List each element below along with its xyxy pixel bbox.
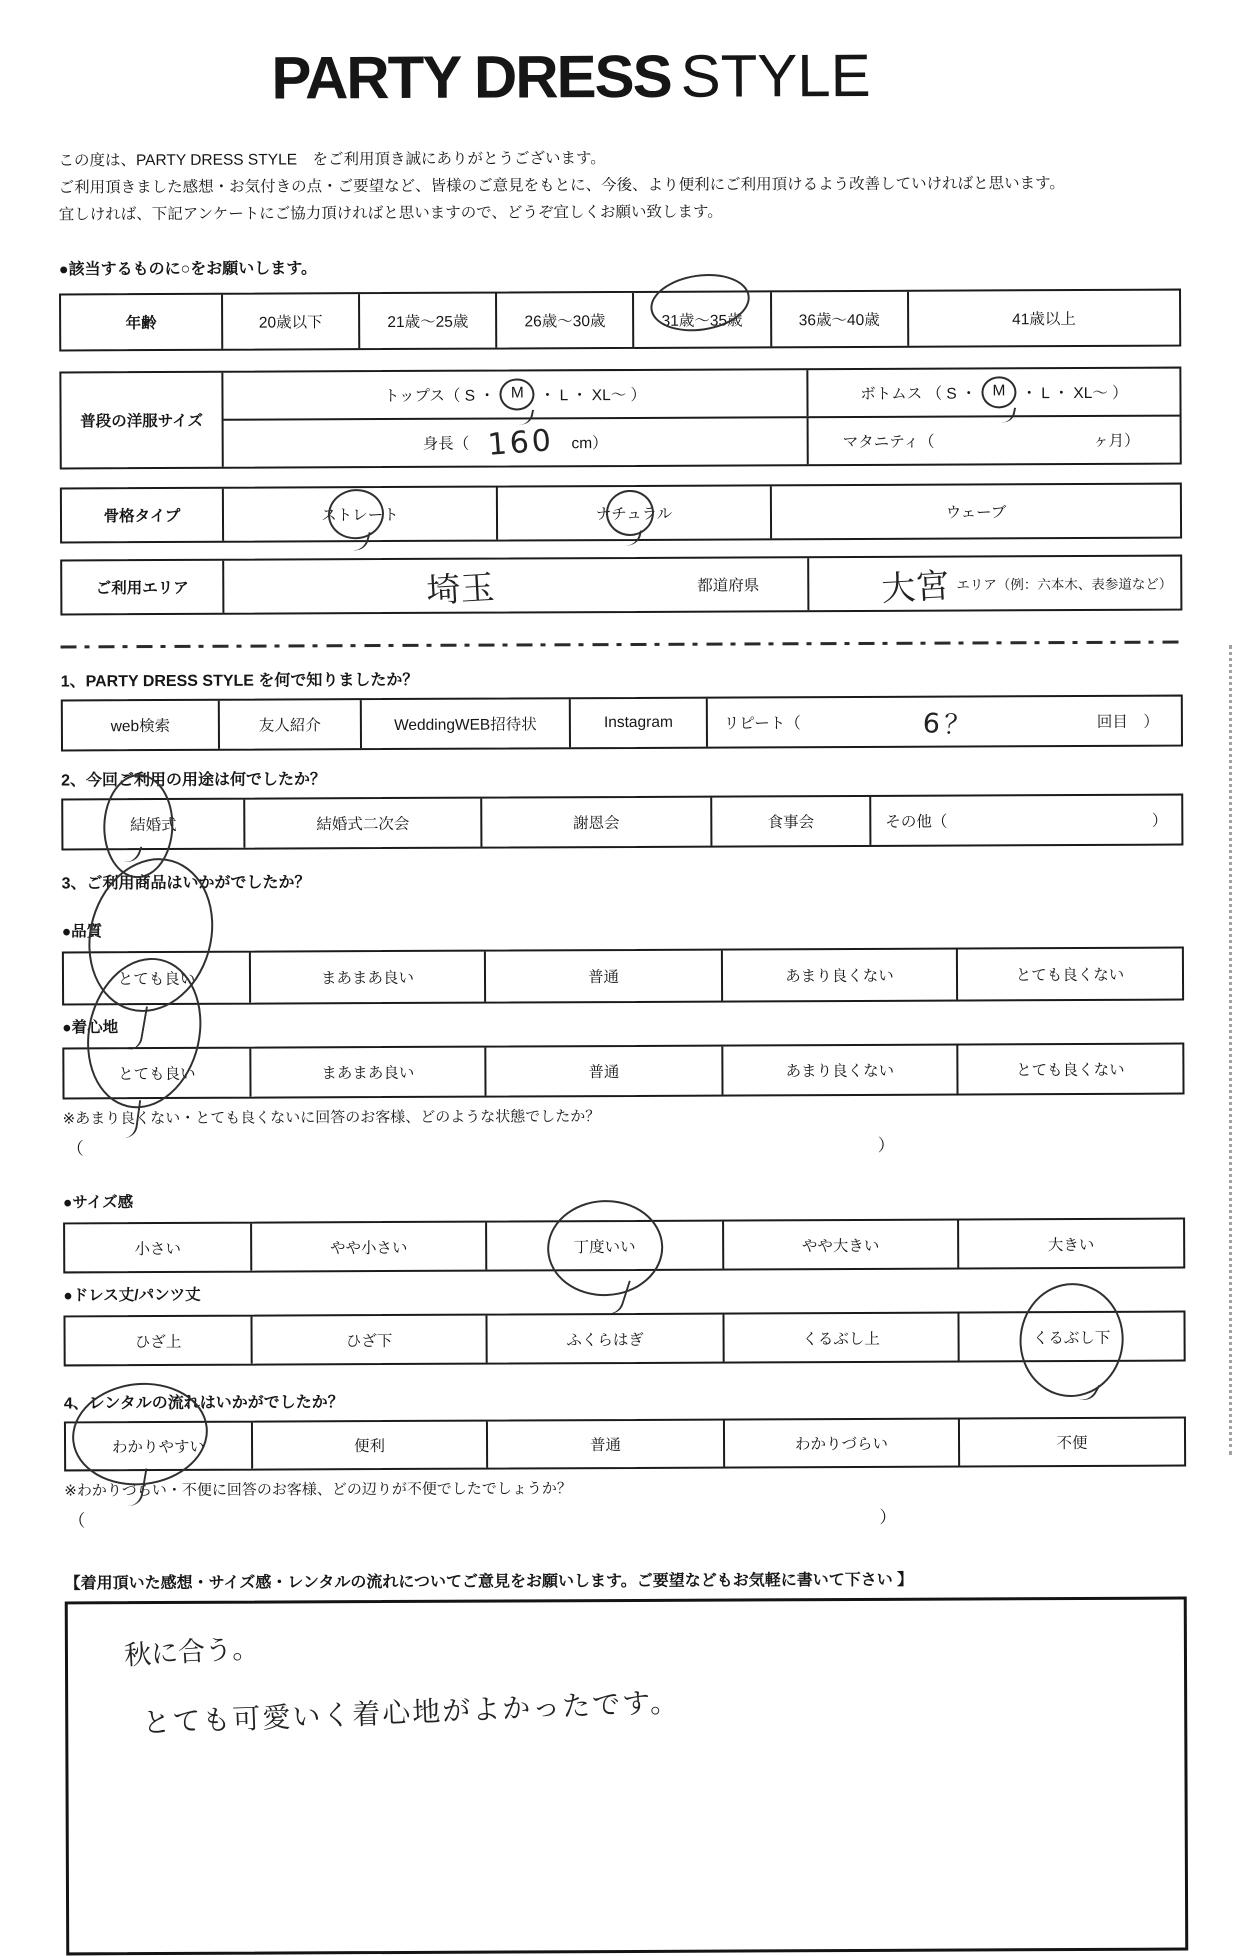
handwritten-area: 大宮	[880, 565, 951, 610]
city-area-field	[807, 557, 1180, 611]
size-feel-option: やや小さい	[250, 1223, 485, 1271]
selection-circle-bottoms-m: M	[981, 376, 1016, 408]
q2-option: 結婚式二次会	[243, 799, 480, 848]
q2-heading: 2、今回ご利用の用途は何でしたか？	[61, 771, 327, 790]
comment-heading: 【着用頂いた感想・サイズ感・レンタルの流れについてご意見をお願いします。ご要望などもお気軽に書いて下さい 】	[64, 1571, 914, 1593]
comfort-option: まあまあ良い	[249, 1048, 484, 1097]
handwritten-comment-line: 秋に合う。	[123, 1633, 260, 1672]
q4-table	[64, 1417, 1186, 1472]
q2-option-selected: 結婚式	[63, 800, 243, 849]
age-option: 20歳以下	[221, 294, 358, 349]
age-label: 年齢	[125, 315, 157, 333]
dress-length-label: ●ドレス丈/パンツ丈	[63, 1286, 201, 1305]
quality-label: ●品質	[61, 923, 103, 941]
q4-option: 普通	[486, 1421, 723, 1468]
age-option: 21歳～25歳	[358, 294, 495, 349]
quality-followup-note: ※あまり良くない・とても良くないに回答のお客様、どのような状態でしたか？	[62, 1108, 601, 1128]
age-table	[59, 289, 1181, 352]
page-title	[10, 40, 1132, 114]
age-option-selected: 31歳～35歳	[632, 292, 769, 347]
q4-followup-note: ※わかりづらい・不便に回答のお客様、どの辺りが不便でしたでしょうか？	[64, 1480, 572, 1500]
intro-line: ご利用頂きました感想・お気付きの点・ご要望など、皆様のご意見をもとに、今後、より便利にご利用頂けるよう改善していければと思います。	[58, 175, 1065, 197]
quality-option: 普通	[484, 951, 721, 1002]
skeleton-type-table	[60, 483, 1182, 544]
clothing-size-table	[59, 367, 1181, 470]
q2-option: 食事会	[710, 797, 869, 846]
size-feel-option: やや大きい	[722, 1221, 957, 1269]
tops-size-field: トップス（ S ・ M ・ L ・ XL～ ）	[223, 370, 806, 419]
intro-line: 宜しければ、下記アンケートにご協力頂ければと思いますので、どうぞ宜しくお願い致します。	[58, 203, 723, 224]
handwritten-height: 160	[485, 422, 555, 463]
skeleton-label: 骨格タイプ	[103, 507, 181, 526]
age-option: 36歳～40歳	[770, 292, 907, 347]
q2-option: 謝恩会	[480, 798, 710, 847]
q4-option: わかりづらい	[723, 1420, 958, 1467]
q1-option: web検索	[110, 717, 171, 736]
comfort-option: とても良くない	[956, 1045, 1182, 1094]
q1-option: 友人紹介	[218, 700, 360, 749]
length-option: ひざ下	[250, 1316, 485, 1364]
selection-circle-tail	[624, 528, 642, 549]
size-feel-option: 大きい	[957, 1220, 1183, 1268]
scanned-survey-page	[58, 0, 1189, 1955]
handwritten-repeat-count: 6？	[921, 707, 976, 742]
size-feel-option: 小さい	[134, 1240, 181, 1258]
scan-artifact	[1229, 645, 1232, 1455]
comment-box	[65, 1597, 1189, 1956]
q4-followup-answer-line: （ ）	[68, 1507, 897, 1531]
selection-circle-tail	[122, 842, 142, 866]
skeleton-option: ウェーブ	[770, 485, 1180, 539]
size-feel-option-selected: 丁度いい	[485, 1222, 722, 1270]
length-option: くるぶし上	[722, 1314, 957, 1362]
quality-option: まあまあ良い	[249, 952, 484, 1003]
selection-circle-tops-m: M	[500, 378, 535, 410]
size-feel-label: ●サイズ感	[62, 1194, 134, 1212]
q4-option: 不便	[958, 1419, 1184, 1466]
quality-option: あまり良くない	[721, 950, 956, 1001]
comfort-option: 普通	[484, 1047, 721, 1096]
bottoms-size-field: ボトムス （ S ・ M ・ L ・ XL～ ）	[806, 369, 1179, 417]
q1-table	[61, 695, 1183, 752]
q2-table	[61, 794, 1183, 851]
q3-heading: 3、ご利用商品はいかがでしたか？	[61, 874, 311, 893]
intro-paragraph	[58, 143, 1180, 229]
comfort-option-selected: とても良い	[64, 1049, 249, 1098]
skeleton-option-marked: ナチュラル	[496, 486, 770, 539]
handwritten-comment-line: とても可愛いく着心地がよかったです。	[141, 1685, 681, 1740]
q1-repeat-field: リピート（ 6？ 回目 ）	[706, 697, 1181, 747]
dress-length-table	[63, 1311, 1185, 1367]
handwritten-prefecture: 埼玉	[425, 567, 497, 612]
usage-area-table	[60, 555, 1182, 616]
size-label: 普段の洋服サイズ	[80, 412, 203, 431]
comfort-table	[62, 1043, 1184, 1100]
skeleton-option-marked: ストレート	[222, 488, 496, 541]
dashed-divider	[61, 641, 1183, 649]
q1-option: WeddingWEB招待状	[360, 699, 569, 748]
q4-option: 便利	[251, 1422, 486, 1469]
q1-heading: 1、PARTY DRESS STYLE を何で知りましたか？	[60, 671, 419, 691]
maternity-field: マタニティ（ ヶ月）	[807, 417, 1180, 465]
size-feel-table	[63, 1218, 1185, 1274]
length-option-selected: くるぶし下	[957, 1313, 1183, 1361]
q2-other-field: その他（ ）	[869, 796, 1181, 845]
q1-option: Instagram	[569, 699, 706, 748]
circle-instruction: ●該当するものに○をお願いします。	[58, 260, 318, 279]
comfort-option: あまり良くない	[721, 1046, 956, 1095]
q4-option-selected: わかりやすい	[66, 1423, 251, 1470]
age-option: 41歳以上	[907, 291, 1180, 346]
length-option: ひざ上	[134, 1333, 182, 1351]
selection-circle-tail	[351, 529, 370, 554]
quality-option-selected: とても良い	[64, 953, 249, 1004]
comfort-label: ●着心地	[62, 1019, 119, 1037]
age-option: 26歳～30歳	[495, 293, 632, 348]
height-field: 身長（ 160 cm）	[422, 422, 608, 463]
prefecture-suffix: 都道府県	[697, 577, 760, 595]
quality-table	[62, 947, 1184, 1006]
q4-heading: 4、レンタルの流れはいかがでしたか？	[63, 1394, 344, 1413]
area-label: ご利用エリア	[95, 579, 189, 598]
quality-option: とても良くない	[956, 949, 1182, 1000]
area-example-suffix: エリア（例：六本木、表参道など）	[956, 576, 1173, 593]
brand-title-light: STYLE	[680, 41, 871, 110]
length-option: ふくらはぎ	[485, 1315, 722, 1363]
intro-line: この度は、PARTY DRESS STYLE をご利用頂き誠にありがとうございます。	[58, 150, 606, 170]
brand-title-bold: PARTY DRESS	[271, 42, 671, 112]
quality-followup-answer-line: （ ）	[66, 1135, 895, 1159]
prefecture-field	[222, 558, 807, 613]
